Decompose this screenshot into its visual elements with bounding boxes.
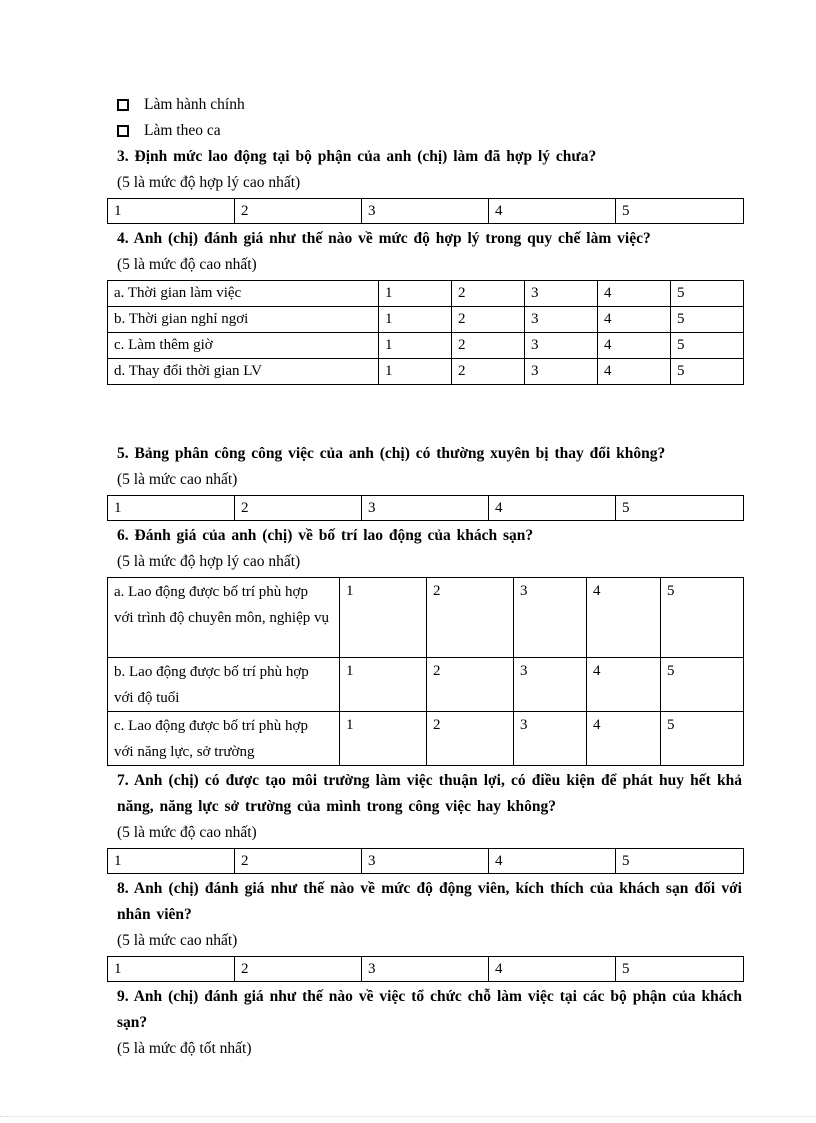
rating-cell-1[interactable]: 1 (108, 957, 235, 982)
option-lam-hanh-chinh (117, 92, 742, 118)
rating-cell-3[interactable]: 3 (525, 333, 598, 359)
rating-cell-5[interactable]: 5 (616, 199, 744, 224)
rating-cell-1[interactable]: 1 (340, 658, 427, 712)
checkbox-icon[interactable] (117, 99, 129, 111)
question-9-text: 9. Anh (chị) đánh giá như thế nào về việc tổ chức chỗ làm việc tại các bộ phận của khách sạn? (117, 988, 742, 1031)
checkbox-icon[interactable] (117, 125, 129, 137)
rating-table-q7 (107, 848, 744, 874)
rating-cell-3[interactable]: 3 (514, 658, 587, 712)
rating-cell-3[interactable]: 3 (514, 578, 587, 658)
question-3-hint: (5 là mức độ hợp lý cao nhất) (117, 174, 301, 191)
rating-cell-3[interactable]: 3 (362, 849, 489, 874)
rating-cell-2[interactable]: 2 (235, 199, 362, 224)
rating-cell-5[interactable]: 5 (616, 496, 744, 521)
rating-table-q8 (107, 956, 744, 982)
row-label: c. Lao động được bố trí phù hợp với năng lực, sở trường (108, 712, 340, 766)
row-label: a. Lao động được bố trí phù hợp với trình độ chuyên môn, nghiệp vụ (108, 578, 340, 658)
rating-cell-5[interactable]: 5 (616, 849, 744, 874)
rating-row (108, 496, 744, 521)
rating-cell-3[interactable]: 3 (362, 496, 489, 521)
rating-cell-5[interactable]: 5 (661, 712, 744, 766)
rating-row (108, 281, 744, 307)
rating-cell-2[interactable]: 2 (452, 359, 525, 385)
row-label: c. Làm thêm giờ (108, 333, 379, 359)
rating-cell-2[interactable]: 2 (452, 281, 525, 307)
rating-cell-2[interactable]: 2 (235, 849, 362, 874)
rating-cell-5[interactable]: 5 (671, 333, 744, 359)
rating-row (108, 957, 744, 982)
checkbox-label: Làm theo ca (144, 122, 221, 139)
rating-cell-4[interactable]: 4 (489, 199, 616, 224)
rating-cell-5[interactable]: 5 (616, 957, 744, 982)
rating-cell-3[interactable]: 3 (514, 712, 587, 766)
rating-row (108, 199, 744, 224)
rating-table-q3 (107, 198, 744, 224)
rating-cell-5[interactable]: 5 (671, 281, 744, 307)
rating-cell-4[interactable]: 4 (489, 496, 616, 521)
rating-cell-2[interactable]: 2 (235, 496, 362, 521)
question-6-hint: (5 là mức độ hợp lý cao nhất) (117, 553, 301, 570)
row-label: b. Thời gian nghỉ ngơi (108, 307, 379, 333)
rating-row (108, 849, 744, 874)
rating-cell-4[interactable]: 4 (587, 658, 661, 712)
rating-cell-4[interactable]: 4 (598, 307, 671, 333)
rating-cell-3[interactable]: 3 (362, 199, 489, 224)
rating-cell-2[interactable]: 2 (427, 578, 514, 658)
rating-cell-4[interactable]: 4 (598, 281, 671, 307)
rating-cell-1[interactable]: 1 (379, 307, 452, 333)
row-label: d. Thay đổi thời gian LV (108, 359, 379, 385)
rating-cell-1[interactable]: 1 (108, 199, 235, 224)
rating-cell-2[interactable]: 2 (427, 658, 514, 712)
rating-cell-4[interactable]: 4 (587, 712, 661, 766)
rating-cell-1[interactable]: 1 (379, 333, 452, 359)
rating-row (108, 359, 744, 385)
question-7-hint: (5 là mức độ cao nhất) (117, 824, 257, 841)
rating-cell-1[interactable]: 1 (340, 712, 427, 766)
question-5-text: 5. Bảng phân công công việc của anh (chị) có thường xuyên bị thay đổi không? (117, 445, 666, 462)
rating-cell-5[interactable]: 5 (671, 307, 744, 333)
question-4-hint: (5 là mức độ cao nhất) (117, 256, 257, 273)
rating-cell-5[interactable]: 5 (661, 658, 744, 712)
rating-cell-1[interactable]: 1 (379, 281, 452, 307)
rating-cell-2[interactable]: 2 (452, 307, 525, 333)
question-7-text: 7. Anh (chị) có được tạo môi trường làm việc thuận lợi, có điều kiện để phát huy hết khả năng, năng lực sở trường của mình trong công việc hay không? (117, 772, 742, 815)
question-5-hint: (5 là mức cao nhất) (117, 471, 238, 488)
rating-row (108, 658, 744, 712)
rating-cell-1[interactable]: 1 (340, 578, 427, 658)
rating-cell-4[interactable]: 4 (489, 849, 616, 874)
question-4-text: 4. Anh (chị) đánh giá như thế nào về mức độ hợp lý trong quy chế làm việc? (117, 230, 651, 247)
rating-cell-4[interactable]: 4 (489, 957, 616, 982)
question-3-text: 3. Định mức lao động tại bộ phận của anh (chị) làm đã hợp lý chưa? (117, 148, 597, 165)
rating-cell-3[interactable]: 3 (362, 957, 489, 982)
question-9-hint: (5 là mức độ tốt nhất) (117, 1040, 252, 1057)
rating-table-q5 (107, 495, 744, 521)
question-6-text: 6. Đánh giá của anh (chị) về bố trí lao động của khách sạn? (117, 527, 534, 544)
rating-cell-5[interactable]: 5 (661, 578, 744, 658)
rating-cell-2[interactable]: 2 (235, 957, 362, 982)
rating-cell-3[interactable]: 3 (525, 359, 598, 385)
row-label: b. Lao động được bố trí phù hợp với độ tuổi (108, 658, 340, 712)
question-8-text: 8. Anh (chị) đánh giá như thế nào về mức độ động viên, kích thích của khách sạn đối với nhân viên? (117, 880, 742, 923)
rating-cell-1[interactable]: 1 (108, 496, 235, 521)
rating-row (108, 578, 744, 658)
rating-row (108, 712, 744, 766)
checkbox-label: Làm hành chính (144, 96, 245, 113)
rating-cell-4[interactable]: 4 (598, 333, 671, 359)
rating-row (108, 307, 744, 333)
rating-table-q4 (107, 280, 744, 385)
question-8-hint: (5 là mức cao nhất) (117, 932, 238, 949)
rating-cell-2[interactable]: 2 (427, 712, 514, 766)
rating-row (108, 333, 744, 359)
rating-cell-2[interactable]: 2 (452, 333, 525, 359)
rating-cell-3[interactable]: 3 (525, 281, 598, 307)
rating-cell-4[interactable]: 4 (587, 578, 661, 658)
row-label: a. Thời gian làm việc (108, 281, 379, 307)
rating-table-q6 (107, 577, 744, 766)
rating-cell-5[interactable]: 5 (671, 359, 744, 385)
rating-cell-1[interactable]: 1 (108, 849, 235, 874)
rating-cell-3[interactable]: 3 (525, 307, 598, 333)
rating-cell-1[interactable]: 1 (379, 359, 452, 385)
page-bottom-edge (0, 1116, 816, 1117)
rating-cell-4[interactable]: 4 (598, 359, 671, 385)
option-lam-theo-ca (117, 118, 742, 144)
